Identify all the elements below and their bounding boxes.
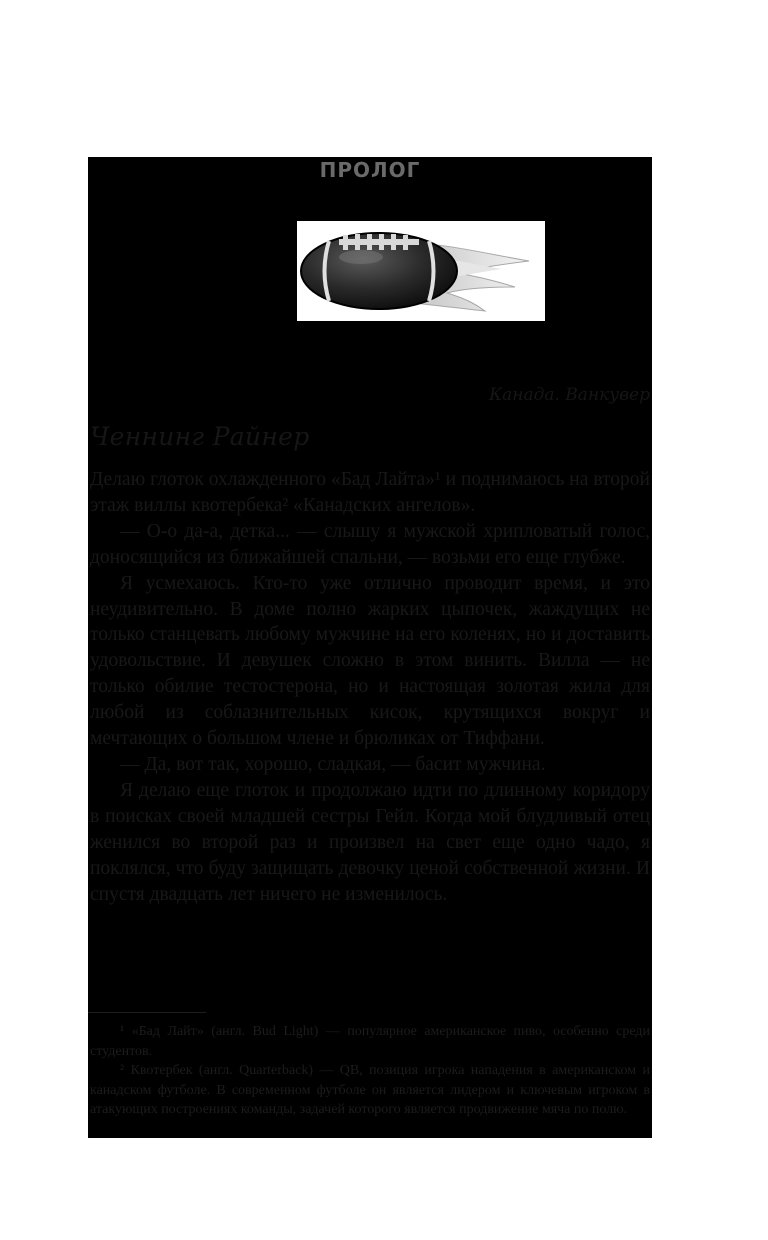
footnote-item: ¹ «Бад Лайт» (англ. Bud Light) — популярное американское пиво, особенно среди студентов.: [90, 1024, 650, 1059]
paragraph: Я делаю еще глоток и продолжаю идти по длинному коридору в поисках своей младшей сестры Гейл. Когда мой блудливый отец женился во второй раз и произвел на свет еще одно чадо, я поклялся, что буду защищать девочку ценой собственной жизни. И спустя двадцать лет ничего не изменилось.: [90, 779, 650, 905]
footnotes: [90, 1022, 650, 1120]
location-line: Канада. Ванкувер: [488, 385, 650, 405]
footnote-separator: [88, 1012, 206, 1013]
dark-page-area: [88, 157, 652, 1138]
footnote-item: ² Квотербек (англ. Quarterback) — QB, позиция игрока нападения в американском и канадском футболе. В современном футболе он является лидером и ключевым игроком в атакующих построениях команды, задачей которого является продвижение мяча по полю.: [90, 1063, 650, 1117]
paragraph: — О-о да-а, детка... — слышу я мужской хрипловатый голос, доносящийся из ближайшей спальни, — возьми его еще глубже.: [90, 520, 650, 568]
narrator-name: Ченнинг Райнер: [90, 422, 310, 451]
paragraph: Я усмехаюсь. Кто-то уже отлично проводит время, и это неудивительно. В доме полно жарких цыпочек, жаждущих не только станцевать любому мужчине на его коленях, но и доставить удовольствие. И девушек сложно в этом винить. Вилла — не только обилие тестостерона, но и настоящая золотая жила для любой из соблазнительных кисок, крутящихся вокруг и мечтающих о большом члене и брюликах от Тиффани.: [90, 572, 650, 750]
flaming-football-icon: [297, 221, 545, 321]
paragraph: — Да, вот так, хорошо, сладкая, — басит мужчина.: [120, 753, 546, 775]
paragraph: Делаю глоток охлажденного «Бад Лайта»¹ и поднимаюсь на второй этаж виллы квотербека² «Канадских ангелов».: [90, 469, 650, 516]
body-text: [90, 467, 650, 907]
chapter-heading: ПРОЛОГ: [319, 158, 421, 182]
